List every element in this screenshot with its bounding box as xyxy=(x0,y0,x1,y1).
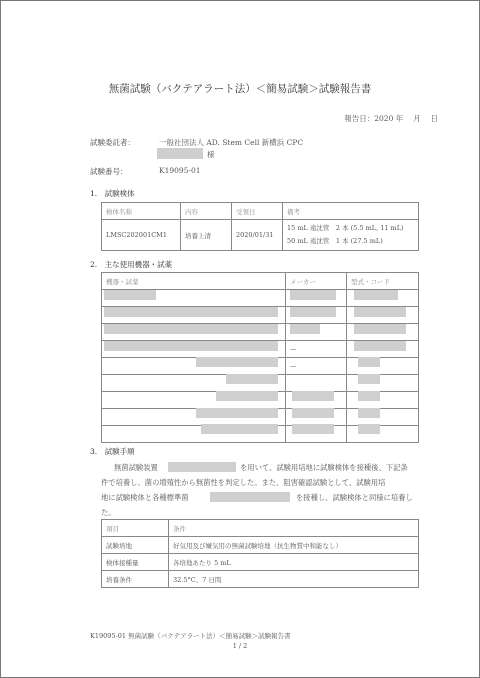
table-row xyxy=(102,537,419,554)
sample-table xyxy=(101,202,419,251)
section2-heading: 2. 主な使用機器・試薬 xyxy=(90,260,173,269)
paragraph-line: 無菌試験装置 xyxy=(114,463,158,472)
condition-item: 培養条件 xyxy=(102,571,169,588)
header-cell: 型式・コード xyxy=(347,273,419,290)
dash-cell: — xyxy=(286,358,347,375)
paragraph-line: 地に試験検体と各種標準菌 xyxy=(101,493,189,502)
header-cell: 受領日 xyxy=(232,203,283,220)
paragraph-line: た。 xyxy=(101,508,116,517)
client-value: 一般社団法人 AD. Stem Cell 新横浜 CPC xyxy=(159,138,304,147)
redacted-block xyxy=(210,492,290,502)
sample-notes xyxy=(283,220,419,251)
table-header-row xyxy=(102,203,419,220)
header-cell: 項目 xyxy=(102,520,169,537)
header-cell: メーカー xyxy=(286,273,347,290)
table-row xyxy=(102,571,419,588)
report-date: 報告日：2020 年 月 日 xyxy=(344,114,438,123)
header-cell: 条件 xyxy=(169,520,419,537)
condition-value: 好気用及び嫌気用の無菌試験培地（抗生物質中和能なし） xyxy=(169,537,419,554)
header-cell: 検体名称 xyxy=(102,203,181,220)
client-label: 試験委託者： xyxy=(90,138,135,147)
document-title: 無菌試験（バクテアラート法）＜簡易試験＞試験報告書 xyxy=(108,83,372,95)
footer-document: K19095-01 無菌試験（バクテアラート法）＜簡易試験＞試験報告書 xyxy=(90,632,291,640)
client-suffix: 様 xyxy=(207,150,215,159)
table-row xyxy=(102,554,419,571)
paragraph-line: を用いて、試験用培地に試験検体を接種後、下記条 xyxy=(240,463,408,472)
notes-line: 15 mL 遠沈管 2 本 (5.5 mL, 11 mL) xyxy=(287,224,404,232)
condition-item: 検体接種量 xyxy=(102,554,169,571)
condition-value: 32.5°C、7 日間 xyxy=(169,571,419,588)
header-cell: 内容 xyxy=(181,203,232,220)
condition-item: 試験培地 xyxy=(102,537,169,554)
table-row xyxy=(102,220,419,251)
redacted-block xyxy=(157,148,203,159)
paragraph-line: を接種し、試験検体と同様に培養し xyxy=(296,493,413,502)
page-number: 1 / 2 xyxy=(232,642,248,650)
sample-name: LMSC202001CM1 xyxy=(102,220,181,251)
header-cell: 機器・試薬 xyxy=(102,273,286,290)
conditions-table xyxy=(101,519,419,588)
section3-heading: 3. 試験手順 xyxy=(90,447,135,456)
sample-date: 2020/01/31 xyxy=(232,220,283,251)
test-number-value: K19095-01 xyxy=(159,166,201,175)
header-cell: 備考 xyxy=(283,203,419,220)
table-header-row xyxy=(102,273,419,290)
sample-content: 培養上清 xyxy=(181,220,232,251)
section1-heading: 1. 試験検体 xyxy=(90,189,135,198)
test-number-label: 試験番号： xyxy=(90,167,128,176)
dash-cell: — xyxy=(286,341,347,358)
redacted-block xyxy=(168,462,236,472)
condition-value: 各培地あたり 5 mL xyxy=(169,554,419,571)
paragraph-line: 件で培養し、菌の増殖性から無菌性を判定した。また、阻害確認試験として、試験用培 xyxy=(101,478,386,487)
notes-line: 50 mL 遠沈管 1 本 (27.5 mL) xyxy=(287,237,383,245)
table-header-row xyxy=(102,520,419,537)
